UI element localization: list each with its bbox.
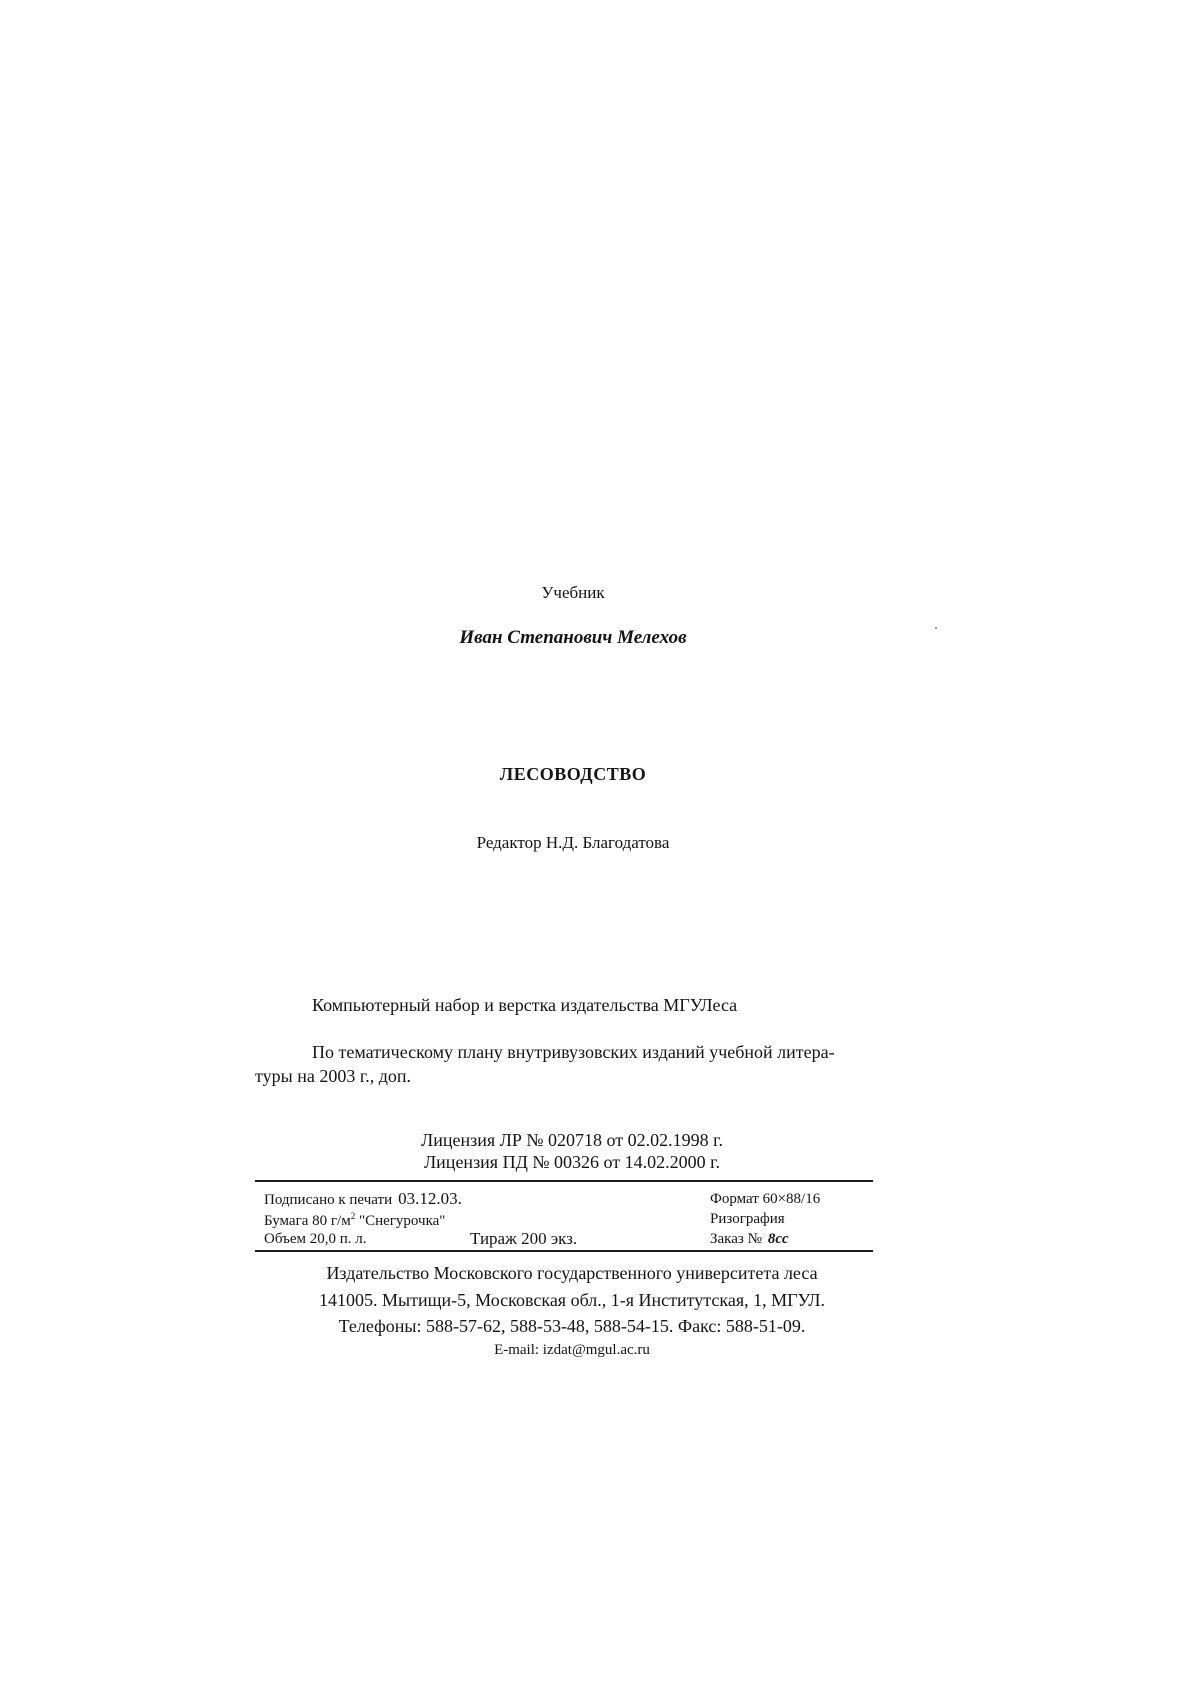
book-title: ЛЕСОВОДСТВО bbox=[499, 764, 647, 784]
order-number bbox=[710, 1232, 789, 1247]
license-pd: Лицензия ПД № 00326 от 14.02.2000 г. bbox=[423, 1152, 721, 1172]
printing-method: Ризография bbox=[710, 1211, 785, 1227]
author-name: Иван Степанович Мелехов bbox=[459, 627, 687, 648]
signed-label: Подписано к печати bbox=[264, 1192, 393, 1208]
scan-speck bbox=[935, 627, 937, 629]
page-format: Формат 60×88/16 bbox=[710, 1191, 821, 1207]
publisher-email: E-mail: izdat@mgul.ac.ru bbox=[494, 1342, 650, 1358]
signed-date: 03.12.03. bbox=[398, 1189, 462, 1208]
signed-for-print bbox=[264, 1190, 462, 1208]
typesetting-credit: Компьютерный набор и верстка издательства МГУЛеса bbox=[312, 995, 738, 1015]
license-lr: Лицензия ЛР № 020718 от 02.02.1998 г. bbox=[421, 1130, 723, 1150]
paper-prefix: Бумага 80 г/м bbox=[264, 1213, 351, 1229]
imprint-bottom-rule bbox=[255, 1250, 873, 1252]
order-value: 8cc bbox=[767, 1231, 789, 1247]
publishing-plan-line-1: По тематическому плану внутривузовских изданий учебной литера- bbox=[312, 1042, 835, 1062]
volume: Объем 20,0 п. л. bbox=[264, 1231, 367, 1247]
publishing-plan-line-2: туры на 2003 г., доп. bbox=[255, 1066, 411, 1086]
print-run: Тираж 200 экз. bbox=[470, 1229, 578, 1248]
publisher-phones: Телефоны: 588-57-62, 588-53-48, 588-54-15. Факс: 588-51-09. bbox=[338, 1316, 806, 1336]
editor-credit: Редактор Н.Д. Благодатова bbox=[476, 833, 670, 852]
paper-type bbox=[264, 1212, 445, 1229]
publisher-name: Издательство Московского государственного университета леса bbox=[326, 1263, 818, 1283]
order-label: Заказ № bbox=[710, 1231, 762, 1247]
publisher-address: 141005. Мытищи-5, Московская обл., 1-я Институтская, 1, МГУЛ. bbox=[319, 1290, 825, 1310]
paper-suffix: "Снегурочка" bbox=[355, 1213, 446, 1229]
imprint-top-rule bbox=[255, 1180, 873, 1182]
paper-sup: 2 bbox=[350, 1211, 356, 1221]
book-genre: Учебник bbox=[541, 583, 605, 602]
